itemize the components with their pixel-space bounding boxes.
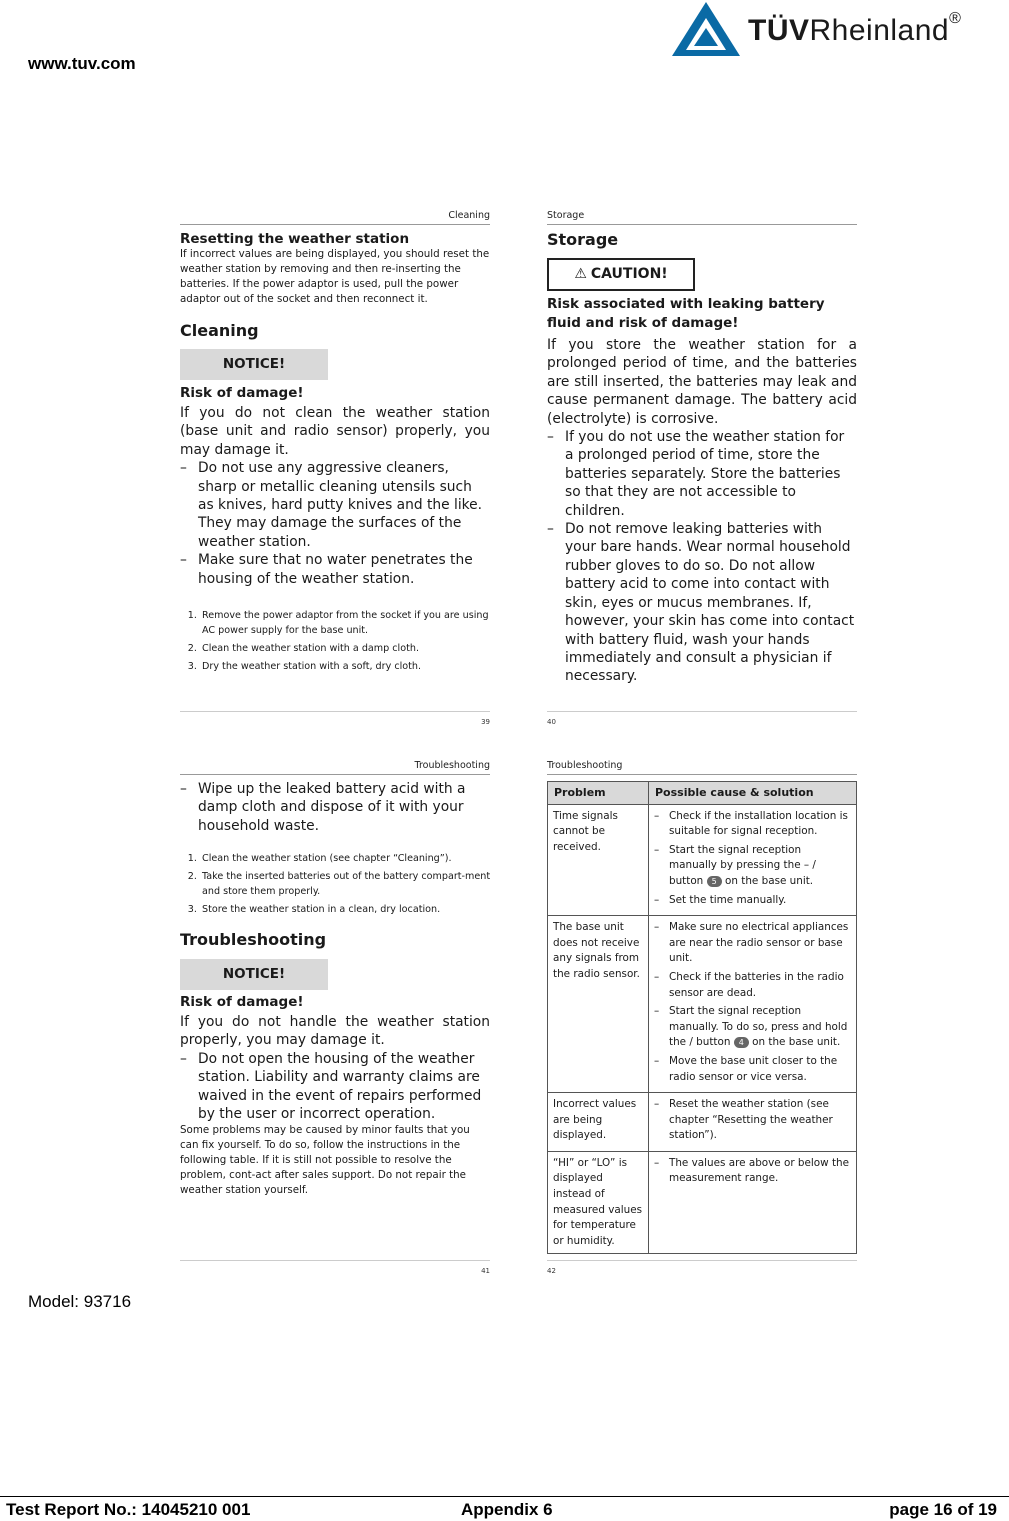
cause-item (654, 1004, 851, 1051)
running-head: Storage (547, 210, 857, 225)
step-item: 1. Remove the power adaptor from the socket if you are using AC power supply for the base unit. (200, 608, 500, 638)
cause-text: Start the signal reception manually by pressing the – / button (669, 843, 816, 887)
notice-box: NOTICE! (180, 349, 328, 380)
cause-item: – The values are above or below the measurement range. (654, 1156, 851, 1187)
footer-appendix: Appendix 6 (461, 1500, 553, 1519)
paragraph: Some problems may be caused by minor faults that you can fix yourself. To do so, follow the instructions in the following table. If it is still not possible to resolve the problem, cont-act after sales support. Do not repair the weather station yourself. (180, 1124, 470, 1197)
cause-cell (649, 1093, 857, 1152)
step-item: 3. Dry the weather station with a soft, dry cloth. (200, 659, 500, 674)
table-header-row (548, 782, 857, 805)
table-row (548, 916, 857, 1093)
manual-page-40 (547, 210, 857, 730)
paragraph: If you store the weather station for a prolonged period of time, and the batteries are still inserted, the batteries may leak and cause permanent damage. The battery acid (electrolyte) is corrosive. (547, 337, 857, 427)
footer-page-number: page 16 of 19 (889, 1500, 997, 1519)
registered-mark: ® (949, 10, 962, 27)
cause-cell (649, 916, 857, 1093)
logo-text-rest: Rheinland (809, 14, 950, 47)
cause-item: – Make sure no electrical appliances are near the radio sensor or base unit. (654, 920, 851, 967)
list-item: – If you do not use the weather station for a prolonged period of time, store the batteries separately. Store the batteries so that they are not accessible to children. (547, 428, 857, 520)
triangle-logo-icon (670, 0, 742, 58)
paragraph: If you do not clean the weather station (base unit and radio sensor) properly, you may damage it. (180, 405, 490, 458)
cause-item (654, 843, 851, 890)
page-number: 42 (547, 1260, 857, 1275)
footer-divider (0, 1496, 1009, 1497)
column-header: Problem (548, 782, 649, 805)
list-item: – Wipe up the leaked battery acid with a damp cloth and dispose of it with your household waste. (180, 780, 490, 835)
table-row (548, 804, 857, 916)
caution-label: CAUTION! (590, 266, 668, 282)
running-head: Troubleshooting (547, 760, 857, 775)
list-item: – Make sure that no water penetrates the housing of the weather station. (180, 551, 490, 588)
risk-title: Risk associated with leaking battery fluid and risk of damage! (547, 296, 825, 331)
cause-item: – Move the base unit closer to the radio sensor or vice versa. (654, 1054, 851, 1085)
cause-text: on the base unit. (725, 874, 814, 887)
risk-title: Risk of damage! (180, 994, 304, 1010)
page-number: 41 (180, 1260, 490, 1275)
problem-cell: Incorrect values are being displayed. (548, 1093, 649, 1152)
tuv-logo (668, 0, 988, 60)
footer-report-number: Test Report No.: 14045210 001 (6, 1500, 251, 1519)
cause-item: – Check if the installation location is suitable for signal reception. (654, 809, 851, 840)
list-item: – Do not open the housing of the weather station. Liability and warranty claims are waived in the event of repairs performed by the user or incorrect operation. (180, 1050, 490, 1124)
cause-cell (649, 804, 857, 916)
paragraph: If incorrect values are being displayed, you should reset the weather station by removing and then re-inserting the batteries. If the power adaptor is used, pull the power adaptor out of the socket and then reconnect it. (180, 248, 490, 305)
risk-title: Risk of damage! (180, 385, 304, 401)
page-number: 39 (180, 711, 490, 726)
step-item: 3. Store the weather station in a clean, dry location. (200, 902, 500, 917)
page-number: 40 (547, 711, 857, 726)
button-badge: 4 (734, 1037, 749, 1048)
cause-cell (649, 1151, 857, 1254)
running-head: Cleaning (180, 210, 490, 225)
paragraph: If you do not handle the weather station properly, you may damage it. (180, 1014, 490, 1049)
caution-box (547, 258, 695, 291)
cause-text: Start the signal reception manually. To do so, press and hold the / button (669, 1005, 848, 1049)
troubleshooting-table (547, 781, 857, 1254)
running-head: Troubleshooting (180, 760, 490, 775)
section-title: Storage (547, 230, 619, 249)
section-title: Cleaning (180, 321, 259, 340)
cause-item: – Set the time manually. (654, 893, 851, 909)
cause-item: – Reset the weather station (see chapter “Resetting the weather station”). (654, 1097, 851, 1144)
manual-page-41 (180, 760, 490, 1280)
section-title: Resetting the weather station (180, 231, 410, 247)
table-row (548, 1093, 857, 1152)
list-item: – Do not remove leaking batteries with your bare hands. Wear normal household rubber gloves to do so. Do not allow battery acid to come into contact with skin, eyes or mucus membranes. If, however, your skin has come into contact with battery fluid, wash your hands immediately and consult a physician if necessary. (547, 520, 857, 686)
step-item: 2. Take the inserted batteries out of the battery compart-ment and store them properly. (200, 869, 500, 899)
problem-cell: “HI” or “LO” is displayed instead of measured values for temperature or humidity. (548, 1151, 649, 1254)
table-row (548, 1151, 857, 1254)
cause-text: on the base unit. (752, 1036, 841, 1049)
problem-cell: The base unit does not receive any signals from the radio sensor. (548, 916, 649, 1093)
manual-page-39 (180, 210, 490, 730)
warning-icon: ⚠ (574, 266, 587, 282)
logo-text-bold: TÜV (748, 14, 810, 47)
list-item: – Do not use any aggressive cleaners, sharp or metallic cleaning utensils such as knives, hard putty knives and the like. They may damage the surfaces of the weather station. (180, 459, 490, 551)
step-item: 2. Clean the weather station with a damp cloth. (200, 641, 500, 656)
header-url: www.tuv.com (28, 54, 136, 73)
column-header: Possible cause & solution (649, 782, 857, 805)
problem-cell: Time signals cannot be received. (548, 804, 649, 916)
section-title: Troubleshooting (180, 930, 327, 949)
notice-box: NOTICE! (180, 959, 328, 990)
model-label: Model: 93716 (28, 1292, 132, 1311)
manual-page-42 (547, 760, 857, 1280)
cause-item: – Check if the batteries in the radio sensor are dead. (654, 970, 851, 1001)
button-badge: 5 (707, 876, 722, 887)
step-item: 1. Clean the weather station (see chapter “Cleaning”). (200, 851, 500, 866)
